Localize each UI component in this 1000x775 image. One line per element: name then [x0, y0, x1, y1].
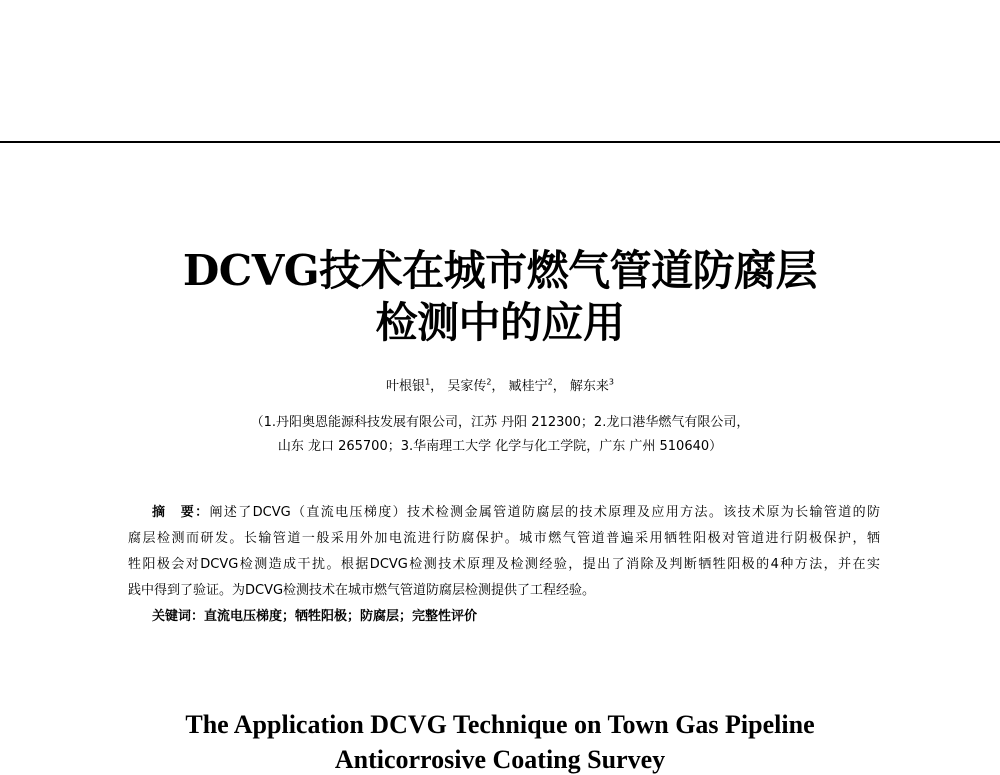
author-separator: ， [430, 379, 444, 394]
author-separator: ， [491, 379, 505, 394]
author-affiliation-mark: 3 [608, 377, 614, 387]
header-rule [0, 141, 1000, 143]
author-affiliation-mark: 2 [547, 377, 553, 387]
abstract-line-4: 践中得到了验证。为DCVG检测技术在城市燃气管道防腐层检测提供了工程经验。 [128, 583, 596, 598]
english-title-line-1: The Application DCVG Technique on Town Gas Pipeline [185, 710, 815, 739]
author-separator: ， [552, 379, 566, 394]
english-title-line-2: Anticorrosive Coating Survey [334, 745, 666, 774]
keywords [152, 608, 477, 626]
author-name: 叶根银 [386, 379, 426, 394]
author-list [0, 378, 1000, 396]
affiliation-line-1: （1.丹阳奥恩能源科技发展有限公司，江苏 丹阳 212300；2.龙口港华燃气有限公司， [250, 415, 750, 430]
chinese-title-line-2: 检测中的应用 [375, 298, 625, 347]
abstract-line-3: 牲阳极会对DCVG检测造成干扰。根据DCVG检测技术原理及检测经验，提出了消除及判断牺牲阳极的4种方法，并在实 [128, 557, 880, 572]
affiliation-line-2: 山东 龙口 265700；3.华南理工大学 化学与化工学院，广东 广州 510640） [277, 439, 723, 454]
author-affiliation-mark: 1 [425, 377, 431, 387]
author-name: 臧桂宁 [508, 379, 548, 394]
abstract-line-2: 腐层检测而研发。长输管道一般采用外加电流进行防腐保护。城市燃气管道普遍采用牺牲阳极对管道进行阴极保护，牺 [128, 531, 880, 546]
author-affiliation-mark: 2 [486, 377, 492, 387]
abstract-line-1 [152, 504, 880, 522]
author-name: 解东来 [569, 379, 609, 394]
abstract-label: 摘 要： [152, 505, 210, 520]
keywords-text: 直流电压梯度；牺牲阳极；防腐层；完整性评价 [204, 609, 478, 624]
chinese-title-line-1: DCVG技术在城市燃气管道防腐层 [182, 246, 818, 295]
keywords-label: 关键词： [152, 609, 205, 624]
author-name: 吴家传 [447, 379, 487, 394]
abstract-text: 阐述了DCVG（直流电压梯度）技术检测金属管道防腐层的技术原理及应用方法。该技术原为长输管道的防 [209, 505, 880, 520]
